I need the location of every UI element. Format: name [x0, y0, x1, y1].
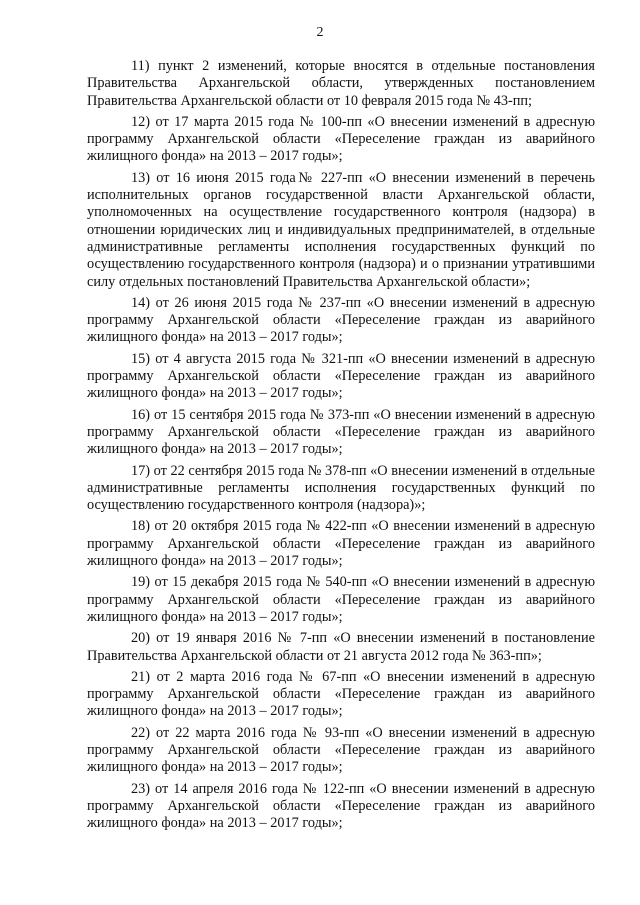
- list-item-14: 14) от 26 июня 2015 года № 237-пп «О внесении изменений в адресную программу Архангельской области «Переселение граждан из аварийного жилищного фонда» на 2013 – 2017 годы»;: [87, 294, 595, 346]
- list-item-11: 11) пункт 2 изменений, которые вносятся в отдельные постановления Правительства Архангельской области, утвержденных постановлением Правительства Архангельской области от 10 февраля 2015 года № 43-пп;: [87, 58, 595, 109]
- list-item-13: 13) от 16 июня 2015 года№ 227-пп «О внесении изменений в перечень исполнительных органов государственной власти Архангельской области, уполномоченных на осуществление государственного контроля (надзора) в отношении юридических лиц и индивидуальных предпринимателей, в отдельные административные регламенты исполнения государственных функций по осуществлению государственного контроля (надзора) и о признании утратившими силу отдельных постановлений Правительства Архангельской области»;: [87, 169, 595, 290]
- list-item-17: 17) от 22 сентября 2015 года № 378-пп «О внесении изменений в отдельные административные регламенты исполнения государственных функций по осуществлению государственного контроля (надзора)»;: [87, 462, 595, 514]
- document-body: [87, 58, 595, 836]
- list-item-15: 15) от 4 августа 2015 года № 321-пп «О внесении изменений в адресную программу Архангельской области «Переселение граждан из аварийного жилищного фонда» на 2013 – 2017 годы»;: [87, 350, 595, 402]
- list-item-16: 16) от 15 сентября 2015 года № 373-пп «О внесении изменений в адресную программу Архангельской области «Переселение граждан из аварийного жилищного фонда» на 2013 – 2017 годы»;: [87, 406, 595, 458]
- page-number: 2: [316, 25, 324, 40]
- list-item-12: 12) от 17 марта 2015 года № 100-пп «О внесении изменений в адресную программу Архангельской области «Переселение граждан из аварийного жилищного фонда» на 2013 – 2017 годы»;: [87, 113, 595, 165]
- list-item-20: 20) от 19 января 2016 № 7-пп «О внесении изменений в постановление Правительства Архангельской области от 21 августа 2012 года № 363-пп»;: [87, 630, 595, 664]
- list-item-23: 23) от 14 апреля 2016 года № 122-пп «О внесении изменений в адресную программу Архангельской области «Переселение граждан из аварийного жилищного фонда» на 2013 – 2017 годы»;: [87, 780, 595, 832]
- list-item-18: 18) от 20 октября 2015 года № 422-пп «О внесении изменений в адресную программу Архангельской области «Переселение граждан из аварийного жилищного фонда» на 2013 – 2017 годы»;: [87, 518, 595, 570]
- list-item-19: 19) от 15 декабря 2015 года № 540-пп «О внесении изменений в адресную программу Архангельской области «Переселение граждан из аварийного жилищного фонда» на 2013 – 2017 годы»;: [87, 574, 595, 625]
- list-item-21: 21) от 2 марта 2016 года № 67-пп «О внесении изменений в адресную программу Архангельской области «Переселение граждан из аварийного жилищного фонда» на 2013 – 2017 годы»;: [87, 668, 595, 720]
- list-item-22: 22) от 22 марта 2016 года № 93-пп «О внесении изменений в адресную программу Архангельской области «Переселение граждан из аварийного жилищного фонда» на 2013 – 2017 годы»;: [87, 724, 595, 776]
